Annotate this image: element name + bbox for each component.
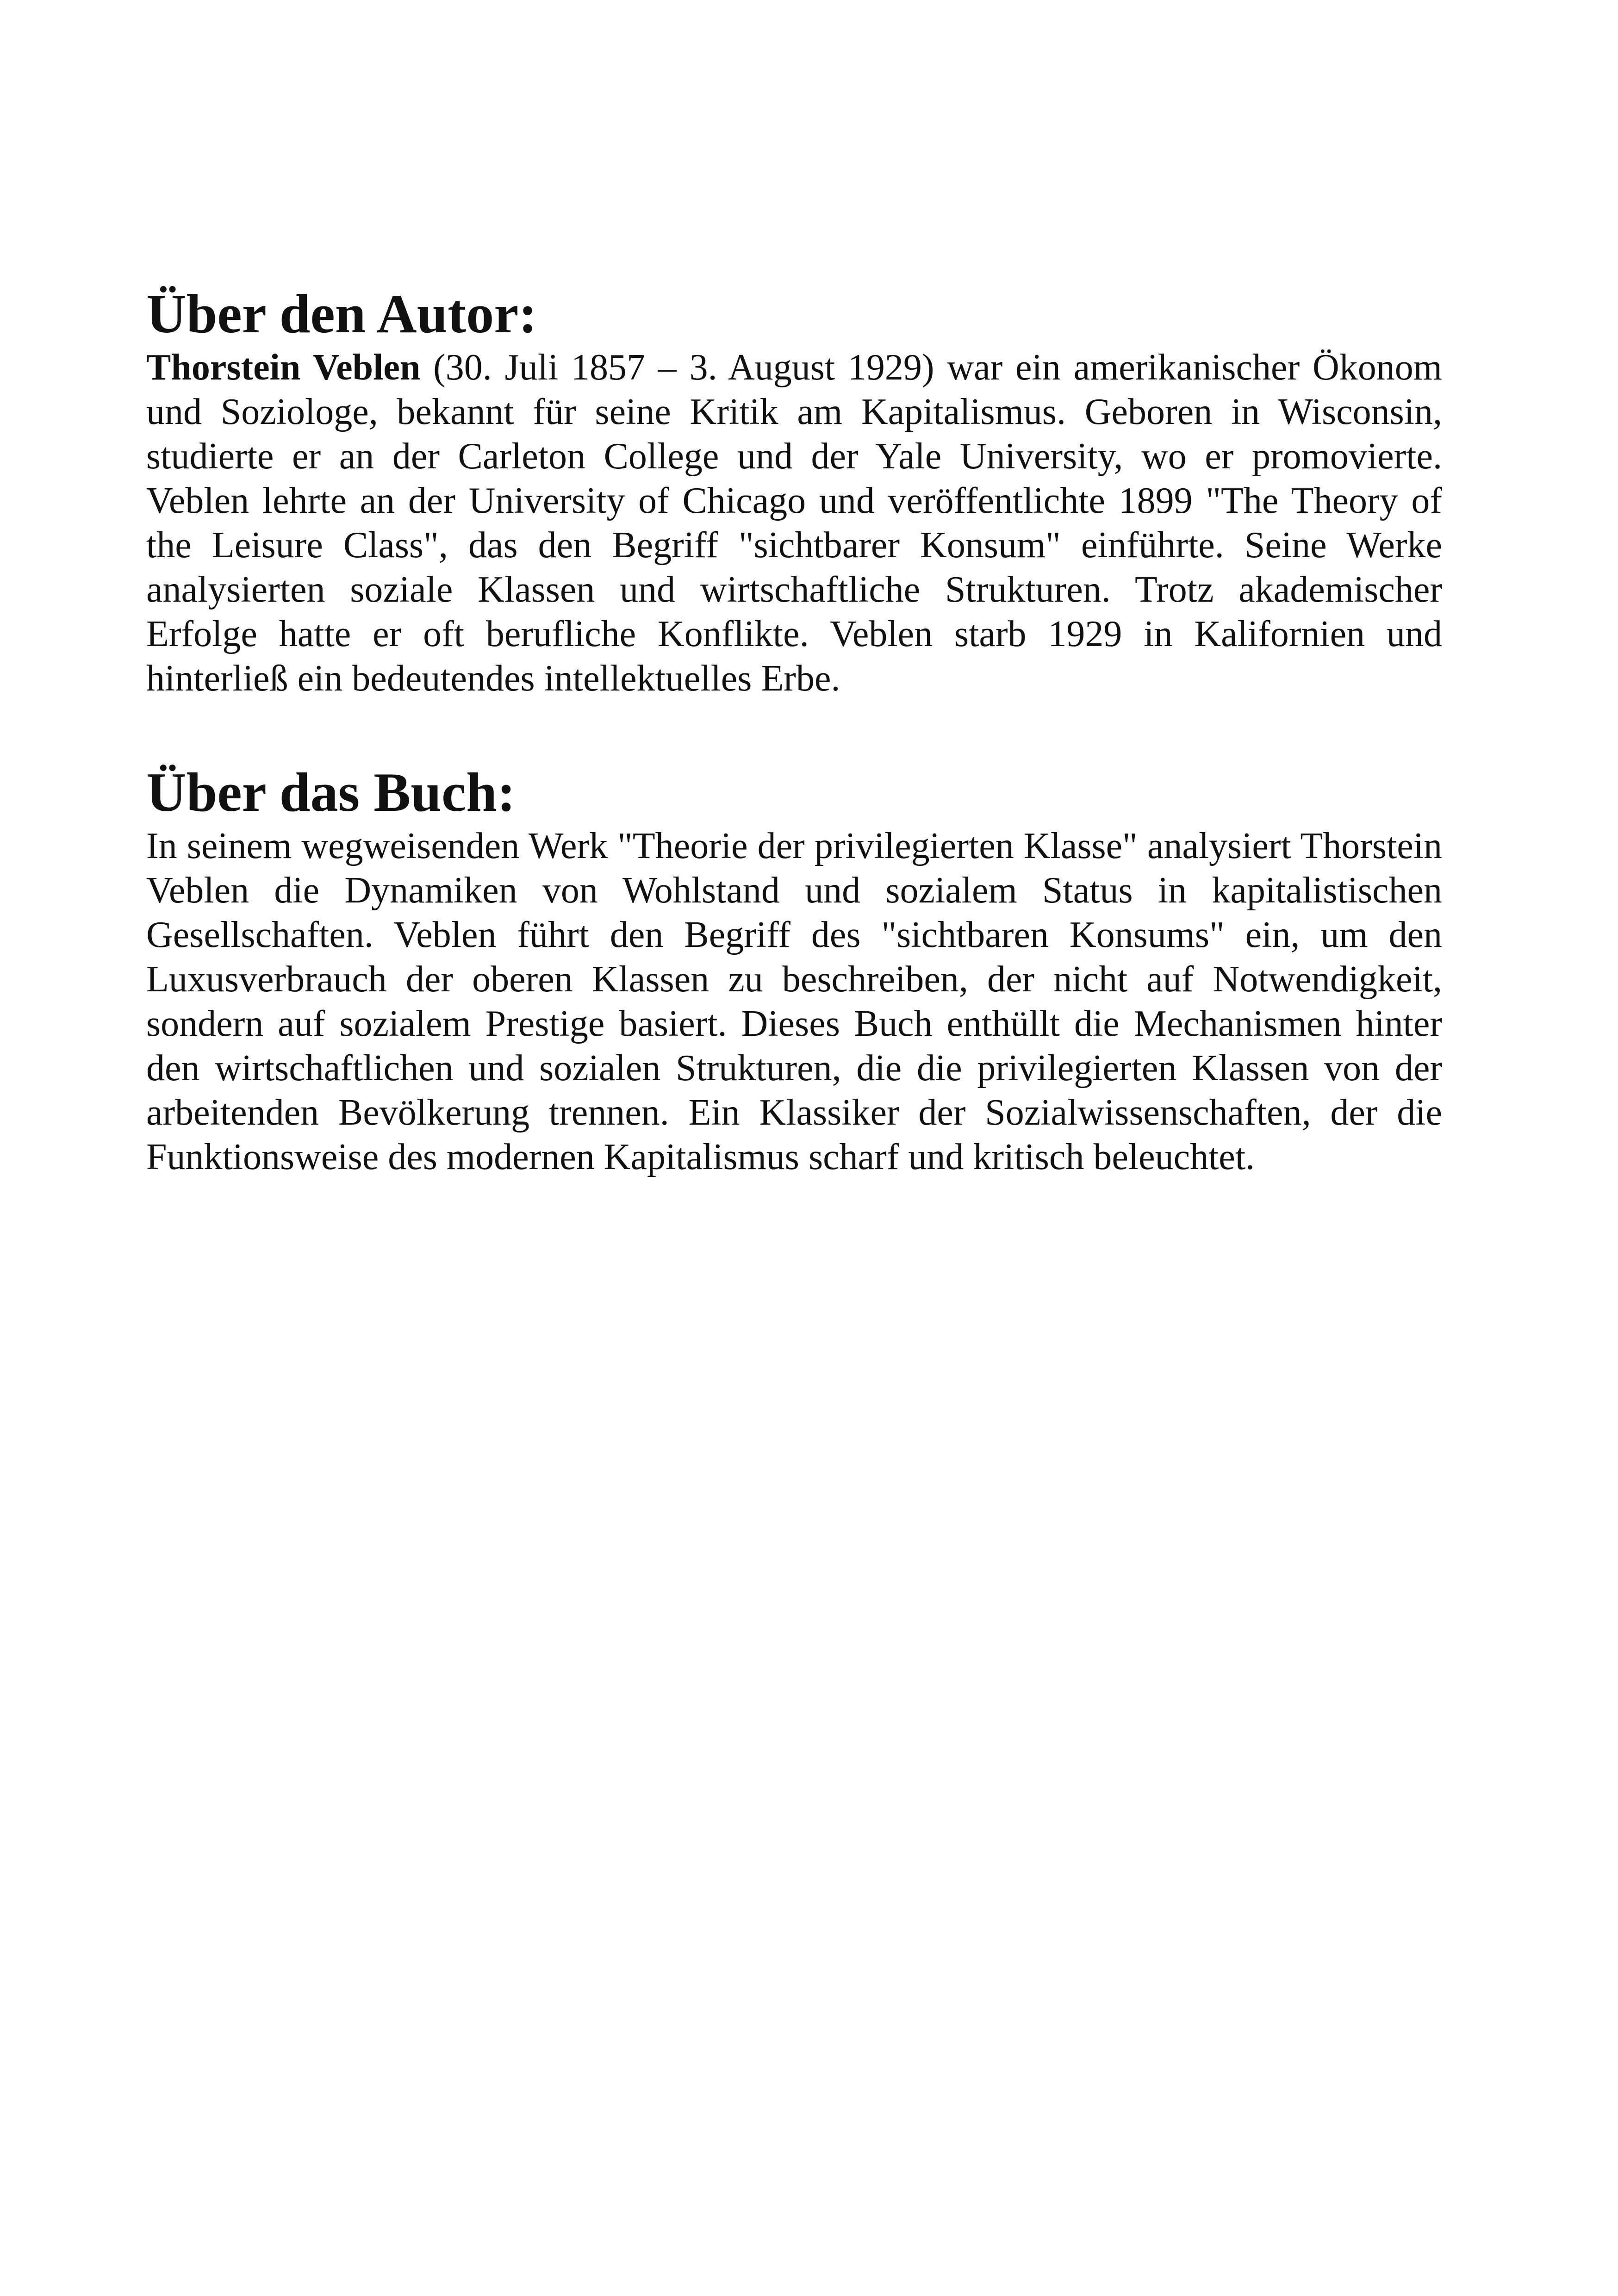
author-paragraph: [146, 345, 1442, 701]
author-section: [146, 283, 1443, 701]
author-biography-text: (30. Juli 1857 – 3. August 1929) war ein amerikanischer Ökonom und Soziologe, bekannt für seine Kritik am Kapitalismus. Geboren in Wisconsin, studierte er an der Carleton College und der Yale University, wo er promovierte. Veblen lehrte an der University of Chicago und veröffentlichte 1899 "The Theory of the Leisure Class", das den Begriff "sichtbarer Konsum" einführte. Seine Werke analysierten soziale Klassen und wirtschaftliche Strukturen. Trotz akademischer Erfolge hatte er oft berufliche Konflikte. Veblen starb 1929 in Kalifornien und hinterließ ein bedeutendes intellektuelles Erbe.: [146, 347, 1443, 699]
author-section-heading: Über den Autor:: [146, 283, 537, 344]
book-description-paragraph: In seinem wegweisenden Werk "Theorie der privilegierten Klasse" analysiert Thorstein Veblen die Dynamiken von Wohlstand und sozialem Status in kapitalistischen Gesellschaften. Veblen führt den Begriff des "sichtbaren Konsums" ein, um den Luxusverbrauch der oberen Klassen zu beschreiben, der nicht auf Notwendigkeit, sondern auf sozialem Prestige basiert. Dieses Buch enthüllt die Mechanismen hinter den wirtschaftlichen und sozialen Strukturen, die die privilegierten Klassen von der arbeitenden Bevölkerung trennen. Ein Klassiker der Sozialwissenschaften, der die Funktionsweise des modernen Kapitalismus scharf und kritisch beleuchtet.: [146, 826, 1442, 1177]
page-content: [146, 283, 1443, 1179]
book-section: [146, 761, 1442, 1179]
author-name: Thorstein Veblen: [146, 347, 421, 388]
book-section-heading: Über das Buch:: [146, 761, 516, 823]
